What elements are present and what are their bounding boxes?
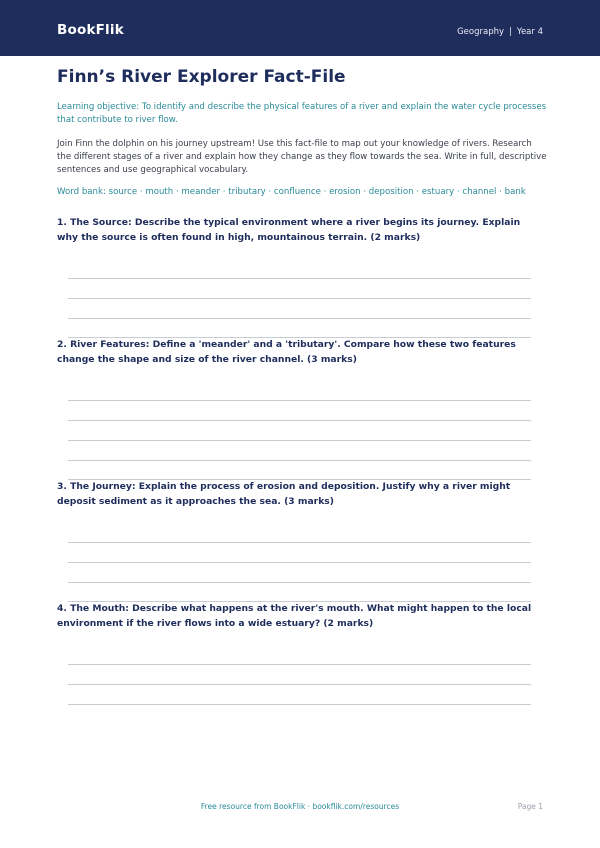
answer-line[interactable]	[68, 684, 531, 685]
header-bar	[0, 0, 600, 56]
answer-line[interactable]	[68, 664, 531, 665]
question-1: 1. The Source: Describe the typical environment where a river begins its journey. Explain why the source is often found in high, mountainous terrain. (2 marks)	[57, 217, 521, 243]
learning-objective: Learning objective: To identify and describe the physical features of a river and explain the water cycle processes that contribute to river flow.	[57, 102, 547, 125]
answer-line[interactable]	[68, 440, 531, 441]
question-4: 4. The Mouth: Describe what happens at the river's mouth. What might happen to the local environment if the river flows into a wide estuary? (2 marks)	[57, 603, 532, 629]
word-bank: Word bank: source · mouth · meander · tributary · confluence · erosion · deposition · estuary · channel · bank	[57, 187, 526, 197]
answer-line[interactable]	[68, 278, 531, 279]
year-label: Year 4	[516, 27, 543, 37]
answer-line[interactable]	[68, 420, 531, 421]
page-title: Finn’s River Explorer Fact-File	[57, 67, 346, 87]
question-3: 3. The Journey: Explain the process of erosion and deposition. Justify why a river might deposit sediment as it approaches the sea. (3 marks)	[57, 481, 511, 507]
answer-line[interactable]	[68, 298, 531, 299]
question-2: 2. River Features: Define a 'meander' and a 'tributary'. Compare how these two features change the shape and size of the river channel. (3 marks)	[57, 339, 516, 365]
answer-line[interactable]	[68, 542, 531, 543]
answer-line[interactable]	[68, 704, 531, 705]
meta-separator: |	[509, 27, 512, 37]
answer-line[interactable]	[68, 400, 531, 401]
header-meta	[457, 26, 543, 38]
footer-resource-link[interactable]: Free resource from BookFlik · bookflik.com/resources	[200, 802, 400, 811]
answer-line[interactable]	[68, 582, 531, 583]
brand-logo-text: BookFlik	[57, 22, 124, 38]
answer-line[interactable]	[68, 318, 531, 319]
subject-label: Geography	[457, 27, 505, 37]
intro-paragraph: Join Finn the dolphin on his journey upstream! Use this fact-file to map out your knowledge of rivers. Research the different stages of a river and explain how they change as they flow towards the sea. Write in full, descriptive sentences and use geographical vocabulary.	[57, 139, 547, 175]
answer-line[interactable]	[68, 562, 531, 563]
answer-line[interactable]	[68, 460, 531, 461]
page-number: Page 1	[517, 802, 543, 811]
